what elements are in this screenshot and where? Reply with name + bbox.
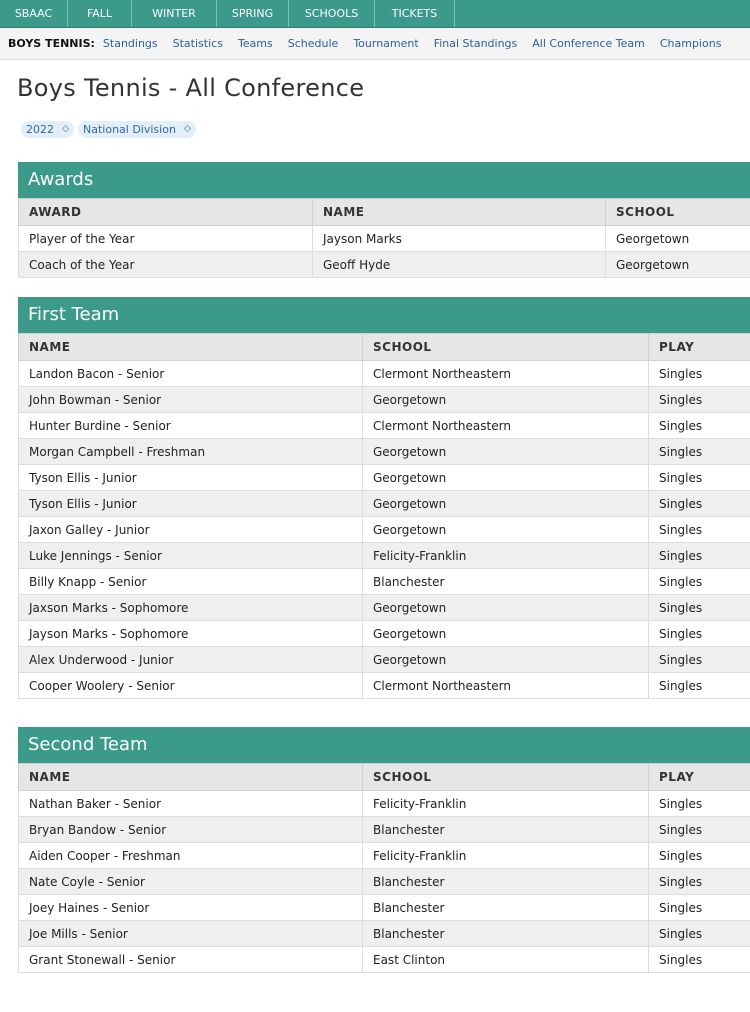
updown-chevron-icon: ◇ — [62, 124, 69, 134]
awards-section — [18, 162, 750, 278]
play-cell: Singles — [649, 517, 750, 543]
col-name: NAME — [313, 199, 606, 226]
col-play: PLAY — [649, 764, 750, 791]
name-cell: John Bowman - Senior — [19, 387, 363, 413]
school-cell: Georgetown — [363, 595, 649, 621]
table-row — [19, 895, 750, 921]
division-select-value: National Division — [83, 123, 176, 136]
sport-subnav — [0, 28, 750, 60]
play-cell: Singles — [649, 439, 750, 465]
awards-heading: Awards — [18, 162, 750, 198]
school-cell: Clermont Northeastern — [363, 673, 649, 699]
link-tournament[interactable]: Tournament — [353, 37, 419, 50]
page-title: Boys Tennis - All Conference — [17, 74, 365, 102]
nav-sbaac[interactable]: SBAAC — [0, 0, 68, 27]
name-cell: Luke Jennings - Senior — [19, 543, 363, 569]
play-cell: Singles — [649, 621, 750, 647]
award-cell: Player of the Year — [19, 226, 313, 252]
col-name: NAME — [19, 334, 363, 361]
first-team-heading: First Team — [18, 297, 750, 333]
school-cell: Clermont Northeastern — [363, 361, 649, 387]
school-cell: Blanchester — [363, 895, 649, 921]
table-row — [19, 791, 750, 817]
school-cell: Georgetown — [606, 252, 750, 278]
nav-schools[interactable]: SCHOOLS — [289, 0, 375, 27]
play-cell: Singles — [649, 361, 750, 387]
link-all-conference-team[interactable]: All Conference Team — [532, 37, 645, 50]
table-row — [19, 647, 750, 673]
school-cell: Blanchester — [363, 569, 649, 595]
name-cell: Grant Stonewall - Senior — [19, 947, 363, 973]
link-final-standings[interactable]: Final Standings — [433, 37, 518, 50]
school-cell: Clermont Northeastern — [363, 413, 649, 439]
first-team-table — [18, 333, 750, 699]
second-team-heading: Second Team — [18, 727, 750, 763]
col-award: AWARD — [19, 199, 313, 226]
school-cell: Blanchester — [363, 817, 649, 843]
name-cell: Alex Underwood - Junior — [19, 647, 363, 673]
col-play: PLAY — [649, 334, 750, 361]
name-cell: Tyson Ellis - Junior — [19, 465, 363, 491]
table-row — [19, 543, 750, 569]
school-cell: Georgetown — [363, 517, 649, 543]
play-cell: Singles — [649, 869, 750, 895]
play-cell: Singles — [649, 895, 750, 921]
nav-tickets[interactable]: TICKETS — [375, 0, 455, 27]
table-row — [19, 226, 750, 252]
table-row — [19, 413, 750, 439]
top-nav — [0, 0, 750, 28]
table-row — [19, 921, 750, 947]
school-cell: Georgetown — [606, 226, 750, 252]
year-select-value: 2022 — [26, 123, 54, 136]
play-cell: Singles — [649, 921, 750, 947]
play-cell: Singles — [649, 387, 750, 413]
nav-winter[interactable]: WINTER — [132, 0, 217, 27]
name-cell: Nate Coyle - Senior — [19, 869, 363, 895]
col-school: SCHOOL — [606, 199, 750, 226]
nav-spring[interactable]: SPRING — [217, 0, 289, 27]
table-row — [19, 439, 750, 465]
nav-fall[interactable]: FALL — [68, 0, 132, 27]
play-cell: Singles — [649, 791, 750, 817]
sport-label: BOYS TENNIS: — [8, 37, 95, 50]
table-row — [19, 869, 750, 895]
col-school: SCHOOL — [363, 764, 649, 791]
year-select[interactable] — [21, 121, 74, 138]
link-champions[interactable]: Champions — [659, 37, 722, 50]
school-cell: Georgetown — [363, 647, 649, 673]
play-cell: Singles — [649, 465, 750, 491]
name-cell: Aiden Cooper - Freshman — [19, 843, 363, 869]
play-cell: Singles — [649, 569, 750, 595]
table-row — [19, 569, 750, 595]
play-cell: Singles — [649, 543, 750, 569]
name-cell: Landon Bacon - Senior — [19, 361, 363, 387]
name-cell: Geoff Hyde — [313, 252, 606, 278]
second-team-header-row — [19, 764, 750, 791]
second-team-section — [18, 727, 750, 973]
play-cell: Singles — [649, 843, 750, 869]
name-cell: Jayson Marks - Sophomore — [19, 621, 363, 647]
school-cell: Georgetown — [363, 621, 649, 647]
name-cell: Jaxon Galley - Junior — [19, 517, 363, 543]
school-cell: Blanchester — [363, 869, 649, 895]
table-row — [19, 465, 750, 491]
name-cell: Joey Haines - Senior — [19, 895, 363, 921]
table-row — [19, 491, 750, 517]
school-cell: Georgetown — [363, 491, 649, 517]
second-team-table — [18, 763, 750, 973]
col-school: SCHOOL — [363, 334, 649, 361]
play-cell: Singles — [649, 673, 750, 699]
school-cell: East Clinton — [363, 947, 649, 973]
link-statistics[interactable]: Statistics — [172, 37, 223, 50]
name-cell: Billy Knapp - Senior — [19, 569, 363, 595]
awards-table — [18, 198, 750, 278]
table-row — [19, 843, 750, 869]
table-row — [19, 673, 750, 699]
table-row — [19, 621, 750, 647]
table-row — [19, 817, 750, 843]
link-teams[interactable]: Teams — [237, 37, 273, 50]
name-cell: Jaxson Marks - Sophomore — [19, 595, 363, 621]
division-select[interactable] — [78, 121, 196, 138]
first-team-header-row — [19, 334, 750, 361]
play-cell: Singles — [649, 647, 750, 673]
table-row — [19, 361, 750, 387]
name-cell: Joe Mills - Senior — [19, 921, 363, 947]
name-cell: Jayson Marks — [313, 226, 606, 252]
col-name: NAME — [19, 764, 363, 791]
play-cell: Singles — [649, 413, 750, 439]
school-cell: Georgetown — [363, 387, 649, 413]
play-cell: Singles — [649, 491, 750, 517]
link-standings[interactable]: Standings — [102, 37, 158, 50]
name-cell: Nathan Baker - Senior — [19, 791, 363, 817]
updown-chevron-icon: ◇ — [184, 124, 191, 134]
award-cell: Coach of the Year — [19, 252, 313, 278]
name-cell: Morgan Campbell - Freshman — [19, 439, 363, 465]
table-row — [19, 252, 750, 278]
name-cell: Tyson Ellis - Junior — [19, 491, 363, 517]
name-cell: Hunter Burdine - Senior — [19, 413, 363, 439]
school-cell: Felicity-Franklin — [363, 791, 649, 817]
play-cell: Singles — [649, 947, 750, 973]
name-cell: Bryan Bandow - Senior — [19, 817, 363, 843]
awards-header-row — [19, 199, 750, 226]
school-cell: Blanchester — [363, 921, 649, 947]
table-row — [19, 595, 750, 621]
school-cell: Georgetown — [363, 465, 649, 491]
school-cell: Felicity-Franklin — [363, 543, 649, 569]
table-row — [19, 947, 750, 973]
name-cell: Cooper Woolery - Senior — [19, 673, 363, 699]
play-cell: Singles — [649, 817, 750, 843]
table-row — [19, 387, 750, 413]
school-cell: Georgetown — [363, 439, 649, 465]
school-cell: Felicity-Franklin — [363, 843, 649, 869]
table-row — [19, 517, 750, 543]
link-schedule[interactable]: Schedule — [287, 37, 339, 50]
first-team-section — [18, 297, 750, 699]
play-cell: Singles — [649, 595, 750, 621]
